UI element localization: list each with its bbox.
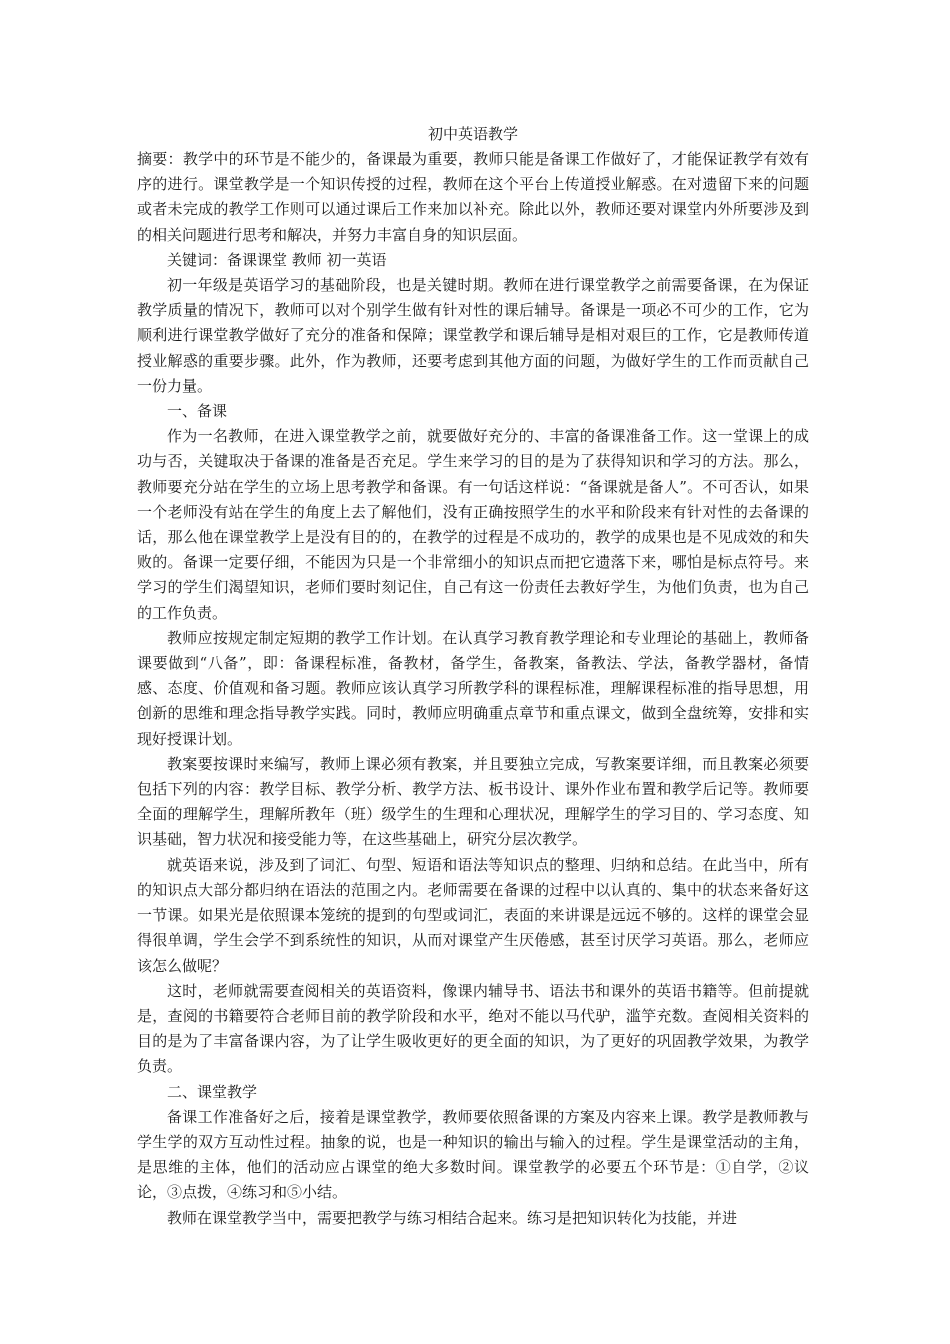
body-paragraph: 这时，老师就需要查阅相关的英语资料，像课内辅导书、语法书和课外的英语书籍等。但前提就是，查阅的书籍要符合老师目前的教学阶段和水平，绝对不能以马代驴，滥竽充数。查阅相关资料的目的是为了丰富备课内容，为了让学生吸收更好的更全面的知识，为了更好的巩固教学效果，为教学负责。 (137, 981, 809, 1076)
body-paragraph: 教师应按规定制定短期的教学工作计划。在认真学习教育教学理论和专业理论的基础上，教师备课要做到“八备”，即：备课程标准，备教材，备学生，备教案，备教法、学法，备教学器材，备情感、态度、价值观和备习题。教师应该认真学习所教学科的课程标准，理解课程标准的指导思想，用创新的思维和理念指导教学实践。同时，教师应明确重点章节和重点课文，做到全盘统筹，安排和实现好授课计划。 (137, 628, 809, 748)
abstract-paragraph: 摘要：教学中的环节是不能少的，备课最为重要，教师只能是备课工作做好了，才能保证教学有效有序的进行。课堂教学是一个知识传授的过程，教师在这个平台上传道授业解惑。在对遗留下来的问题或者未完成的教学工作则可以通过课后工作来加以补充。除此以外，教师还要对课堂内外所要涉及到的相关问题进行思考和解决，并努力丰富自身的知识层面。 (137, 150, 809, 244)
body-paragraph: 教案要按课时来编写，教师上课必须有教案，并且要独立完成，写教案要详细，而且教案必须要包括下列的内容：教学目标、教学分析、教学方法、板书设计、课外作业布置和教学后记等。教师要全面的理解学生，理解所教年（班）级学生的生理和心理状况，理解学生的学习目的、学习态度、知识基础，智力状况和接受能力等，在这些基础上，研究分层次教学。 (137, 754, 809, 849)
document-title: 初中英语教学 (427, 125, 518, 143)
intro-paragraph: 初一年级是英语学习的基础阶段，也是关键时期。教师在进行课堂教学之前需要备课，在为保证教学质量的情况下，教师可以对个别学生做有针对性的课后辅导。备课是一项必不可少的工作，它为顺利进行课堂教学做好了充分的准备和保障；课堂教学和课后辅导是相对艰巨的工作，它是教师传道授业解惑的重要步骤。此外，作为教师，还要考虑到其他方面的问题，为做好学生的工作而贡献自己一份力量。 (137, 276, 809, 395)
body-paragraph: 备课工作准备好之后，接着是课堂教学，教师要依照备课的方案及内容来上课。教学是教师教与学生学的双方互动性过程。抽象的说，也是一种知识的输出与输入的过程。学生是课堂活动的主角，是思维的主体，他们的活动应占课堂的绝大多数时间。课堂教学的必要五个环节是：①自学，②议论，③点拨，④练习和⑤小结。 (137, 1107, 809, 1202)
body-paragraph: 教师在课堂教学当中，需要把教学与练习相结合起来。练习是把知识转化为技能，并进 (167, 1208, 738, 1227)
section-heading-lesson-prep: 一、备课 (167, 402, 228, 421)
body-paragraph: 作为一名教师，在进入课堂教学之前，就要做好充分的、丰富的备课准备工作。这一堂课上的成功与否，关键取决于备课的准备是否充足。学生来学习的目的是为了获得知识和学习的方法。那么，教师要充分站在学生的立场上思考教学和备课。有一句话这样说：“备课就是备人”。不可否认，如果一个老师没有站在学生的角度上去了解他们，没有正确按照学生的水平和阶段来有针对性的去备课的话，那么他在课堂教学上是没有目的的，在教学的过程是不成功的，教学的成果也是不见成效的和失败的。备课一定要仔细，不能因为只是一个非常细小的知识点而把它遗落下来，哪怕是标点符号。来学习的学生们渴望知识，老师们要时刻记住，自己有这一份责任去教好学生，为他们负责，也为自己的工作负责。 (137, 427, 809, 622)
body-paragraph: 就英语来说，涉及到了词汇、句型、短语和语法等知识点的整理、归纳和总结。在此当中，所有的知识点大部分都归纳在语法的范围之内。老师需要在备课的过程中以认真的、集中的状态来备好这一节课。如果光是依照课本笼统的提到的句型或词汇，表面的来讲课是远远不够的。这样的课堂会显得很单调，学生会学不到系统性的知识，从而对课堂产生厌倦感，甚至讨厌学习英语。那么，老师应该怎么做呢？ (137, 855, 809, 975)
keywords-line: 关键词：备课课堂 教师 初一英语 (167, 250, 387, 269)
section-heading-classroom-teaching: 二、课堂教学 (167, 1082, 258, 1101)
document-page (137, 122, 809, 1231)
